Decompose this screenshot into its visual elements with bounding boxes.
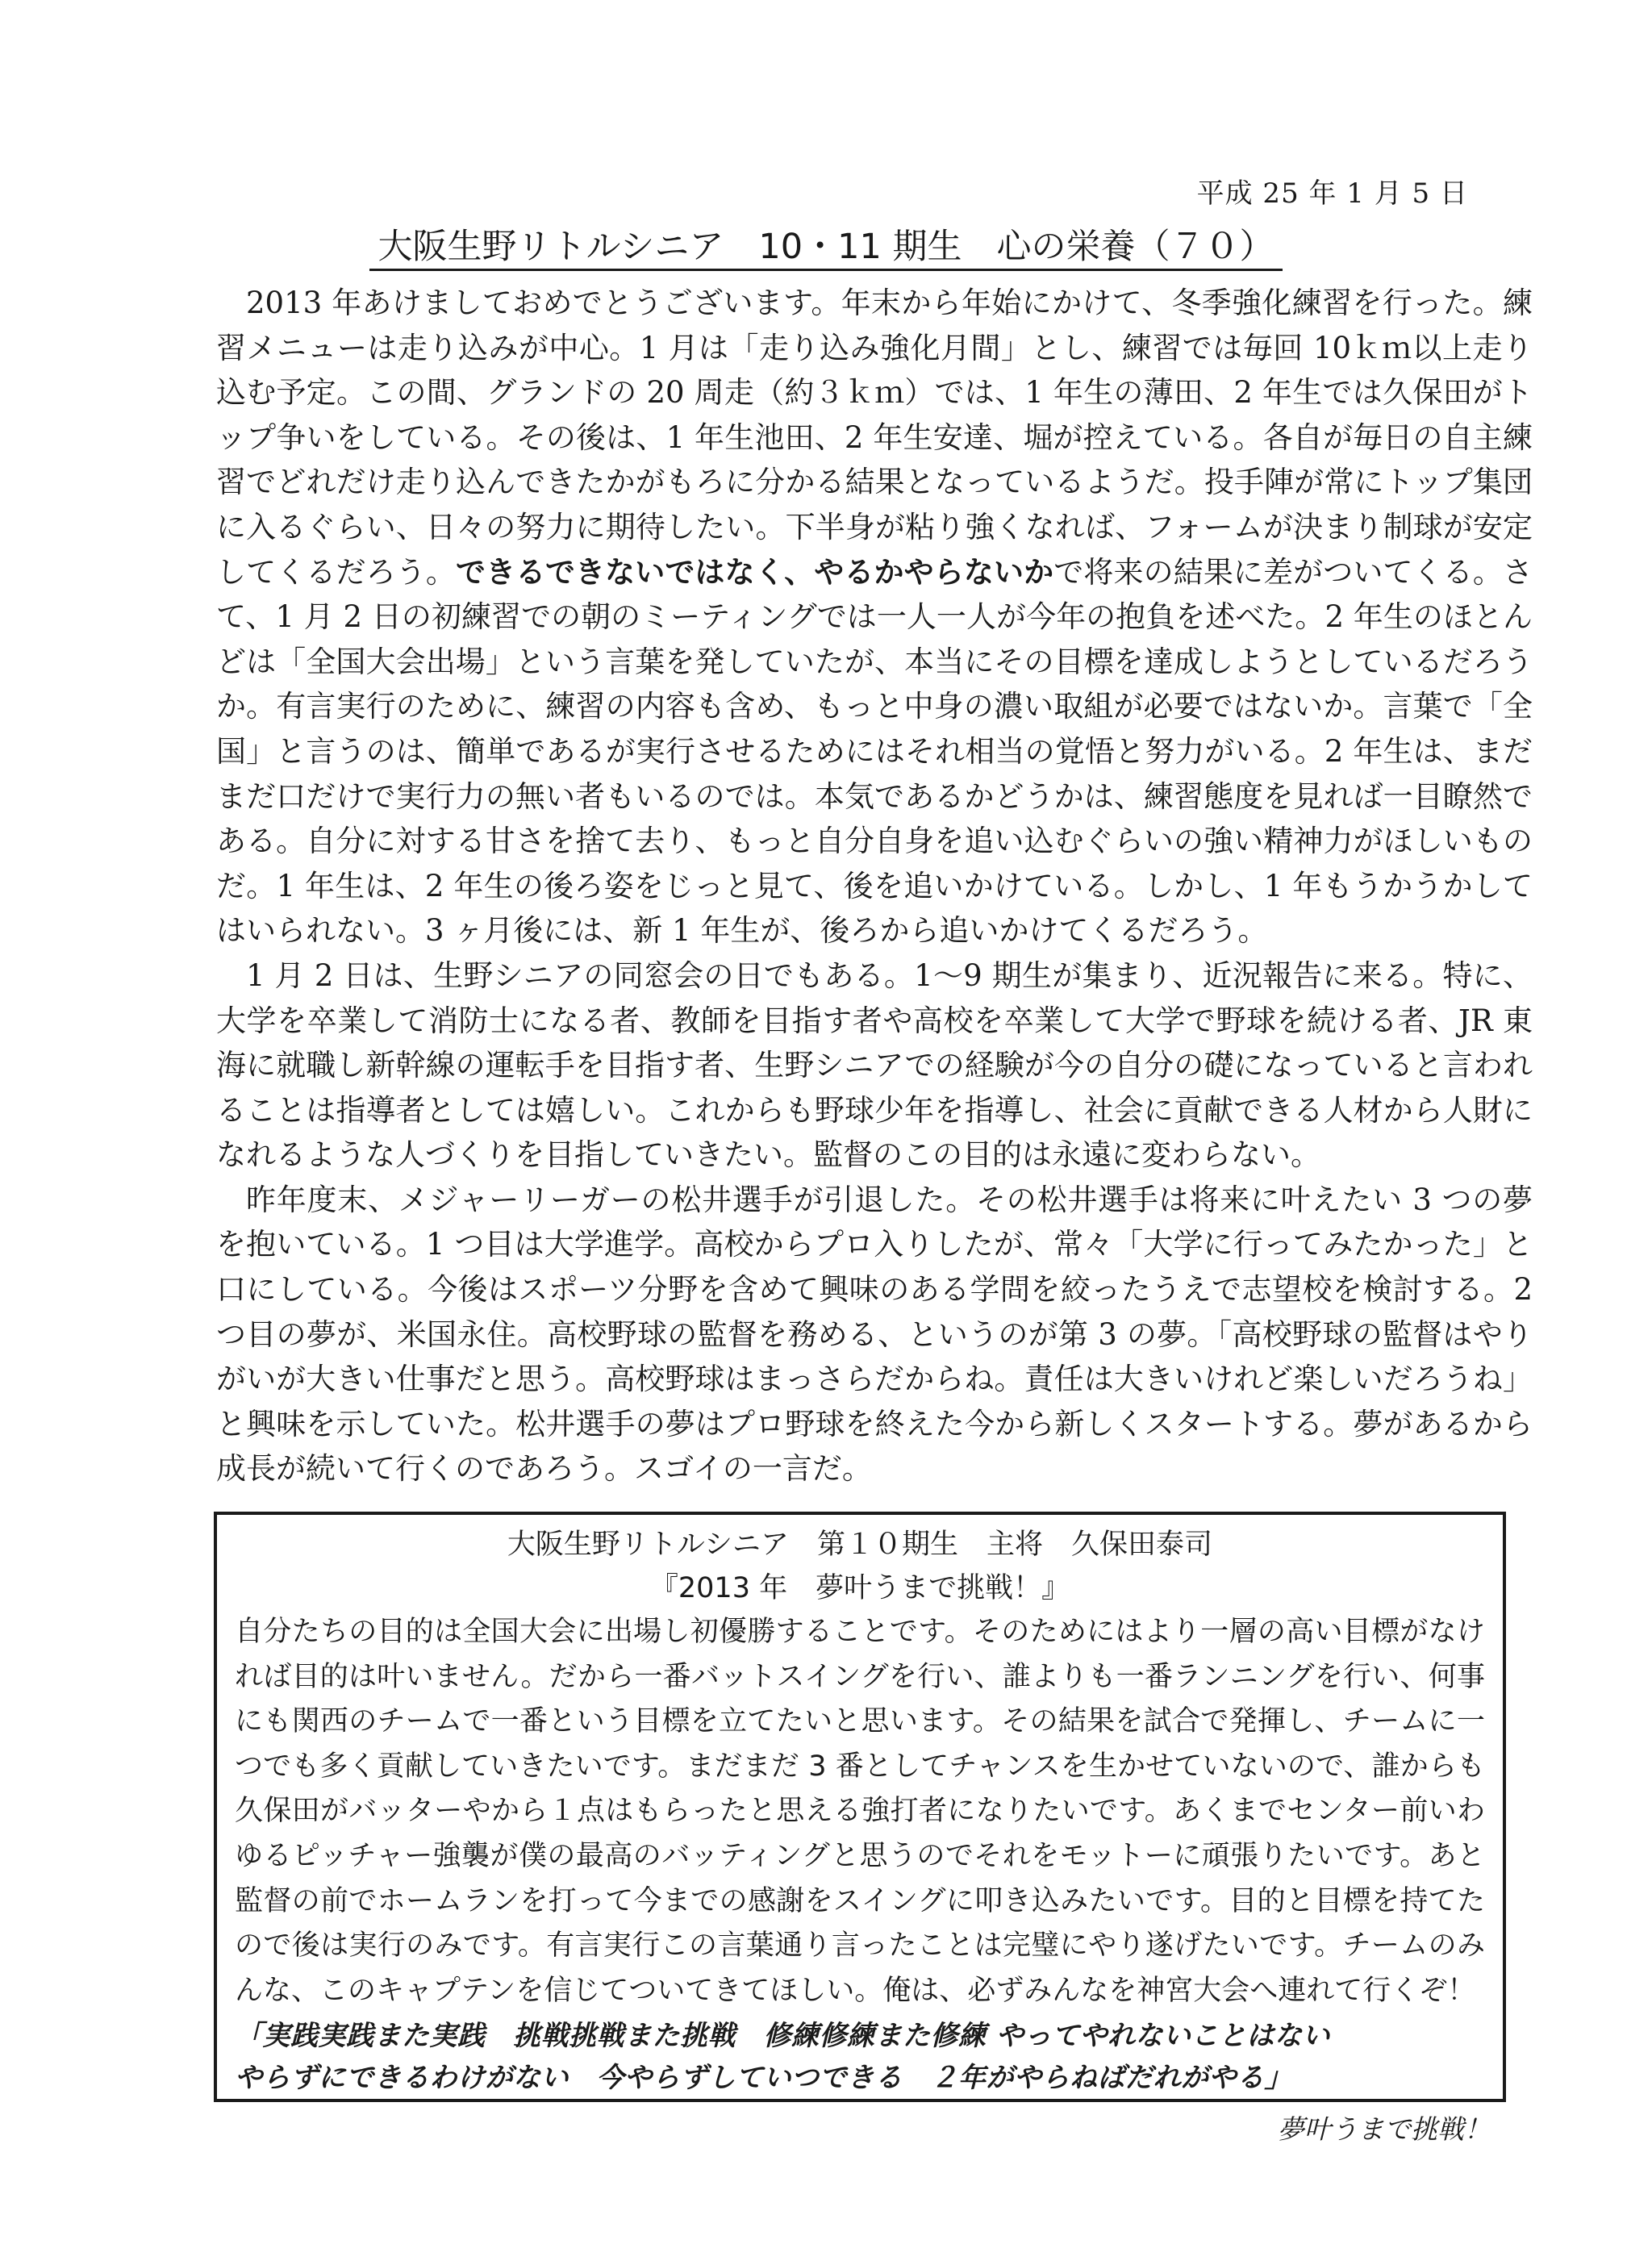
article-paragraph-3: 昨年度末、メジャーリーガーの松井選手が引退した。その松井選手は将来に叶えたい 3 つの夢を抱いている。1 つ目は大学進学。高校からプロ入りしたが、常々「大学に行ってみたかった」と口にしている。今後はスポーツ分野を含めて興味のある学問を絞ったうえで志望校を検討する。2 つ目の夢が、米国永住。高校野球の監督を務める、というのが第 3 の夢。「高校野球の監督はやりがいが大きい仕事だと思う。高校野球はまっさらだからね。責任は大きいけれど楽しいだろうね」と興味を示していた。松井選手の夢はプロ野球を終えた今から新しくスタートする。夢があるから成長が続いて行くのであろう。スゴイの一言だ。 <box>216 1182 1533 1487</box>
slogan-line-1: 「実践実践また実践 挑戦挑戦また挑戦 修練修練また修練 やってやれないことはない <box>235 2020 1330 2053</box>
issue-date: 平成 25 年 1 月 5 日 <box>1196 177 1468 210</box>
title-text: 大阪生野リトルシニア 10・11 期生 心の栄養（７０） <box>369 227 1282 271</box>
team-slogan <box>235 2015 1485 2099</box>
newsletter-title <box>0 219 1652 269</box>
article-body <box>216 281 1533 1491</box>
paragraph-1-text: 2013 年あけましておめでとうございます。年末から年始にかけて、冬季強化練習を行った。練習メニューは走り込みが中心。1 月は「走り込み強化月間」とし、練習では毎回 10ｋｍ以上走り込む予定。この間、グランドの 20 周走（約３ｋｍ）では、1 年生の薄田、2 年生では久保田がトップ争いをしている。その後は、1 年生池田、2 年生安達、堀が控えている。各自が毎日の自主練習でどれだけ走り込んできたかがもろに分かる結果となっているようだ。投手陣が常にトップ集団に入るぐらい、日々の努力に期待したい。下半身が粘り強くなれば、フォームが決まり制球が安定してくるだろう。 <box>216 286 1533 590</box>
article-paragraph-2: 1 月 2 日は、生野シニアの同窓会の日でもある。1～9 期生が集まり、近況報告に来る。特に、大学を卒業して消防士になる者、教師を目指す者や高校を卒業して大学で野球を続ける者、JR 東海に就職し新幹線の運転手を目指す者、生野シニアでの経験が今の自分の礎になっていると言われることは指導者としては嬉しい。これからも野球少年を指導し、社会に貢献できる人材から人財になれるような人づくりを目指していきたい。監督のこの目的は永遠に変わらない。 <box>216 957 1533 1173</box>
bold-emphasis: できるできないではなく、やるかやらないか <box>455 554 1054 590</box>
slogan-line-2: やらずにできるわけがない 今やらずしていつできる ２年がやらねばだれがやる」 <box>235 2062 1292 2095</box>
captain-byline: 大阪生野リトルシニア 第１０期生 主将 久保田泰司 <box>507 1529 1213 1561</box>
paragraph-1-continued: で将来の結果に差がついてくる。さて、1 月 2 日の初練習での朝のミーティングでは一人一人が今年の抱負を述べた。2 年生のほとんどは「全国大会出場」という言葉を発していたが、本当にその目標を達成しようとしているだろうか。有言実行のために、練習の内容も含め、もっと中身の濃い取組が必要ではないか。言葉で「全国」と言うのは、簡単であるが実行させるためにはそれ相当の覚悟と努力がいる。2 年生は、まだまだ口だけで実行力の無い者もいるのでは。本気であるかどうかは、練習態度を見れば一目瞭然である。自分に対する甘さを捨て去り、もっと自分自身を追い込むぐらいの強い精神力がほしいものだ。1 年生は、2 年生の後ろ姿をじっと見て、後を追いかけている。しかし、1 年もうかうかしてはいられない。3 ヶ月後には、新 1 年生が、後ろから追いかけてくるだろう。 <box>216 554 1533 949</box>
captain-message-box <box>214 1512 1506 2102</box>
captain-message-title: 『2013 年 夢叶うまで挑戦！』 <box>649 1572 1070 1604</box>
captain-message-body: 自分たちの目的は全国大会に出場し初優勝することです。そのためにはより一層の高い目標がなければ目的は叶いません。だから一番バットスイングを行い、誰よりも一番ランニングを行い、何事にも関西のチームで一番という目標を立てたいと思います。その結果を試合で発揮し、チームに一つでも多く貢献していきたいです。まだまだ 3 番としてチャンスを生かせていないので、誰からも久保田がバッターやから１点はもらったと思える強打者になりたいです。あくまでセンター前いわゆるピッチャー強襲が僕の最高のバッティングと思うのでそれをモットーに頑張りたいです。あと監督の前でホームランを打って今までの感謝をスイングに叩き込みたいです。目的と目標を持てたので後は実行のみです。有言実行この言葉通り言ったことは完璧にやり遂げたいです。チームのみんな、このキャプテンを信じてついてきてほしい。俺は、必ずみんなを神宮大会へ連れて行くぞ！ <box>235 1616 1485 2007</box>
article-paragraph-1 <box>216 281 1533 953</box>
footer-motto: 夢叶うまで挑戦！ <box>1278 2113 1491 2145</box>
